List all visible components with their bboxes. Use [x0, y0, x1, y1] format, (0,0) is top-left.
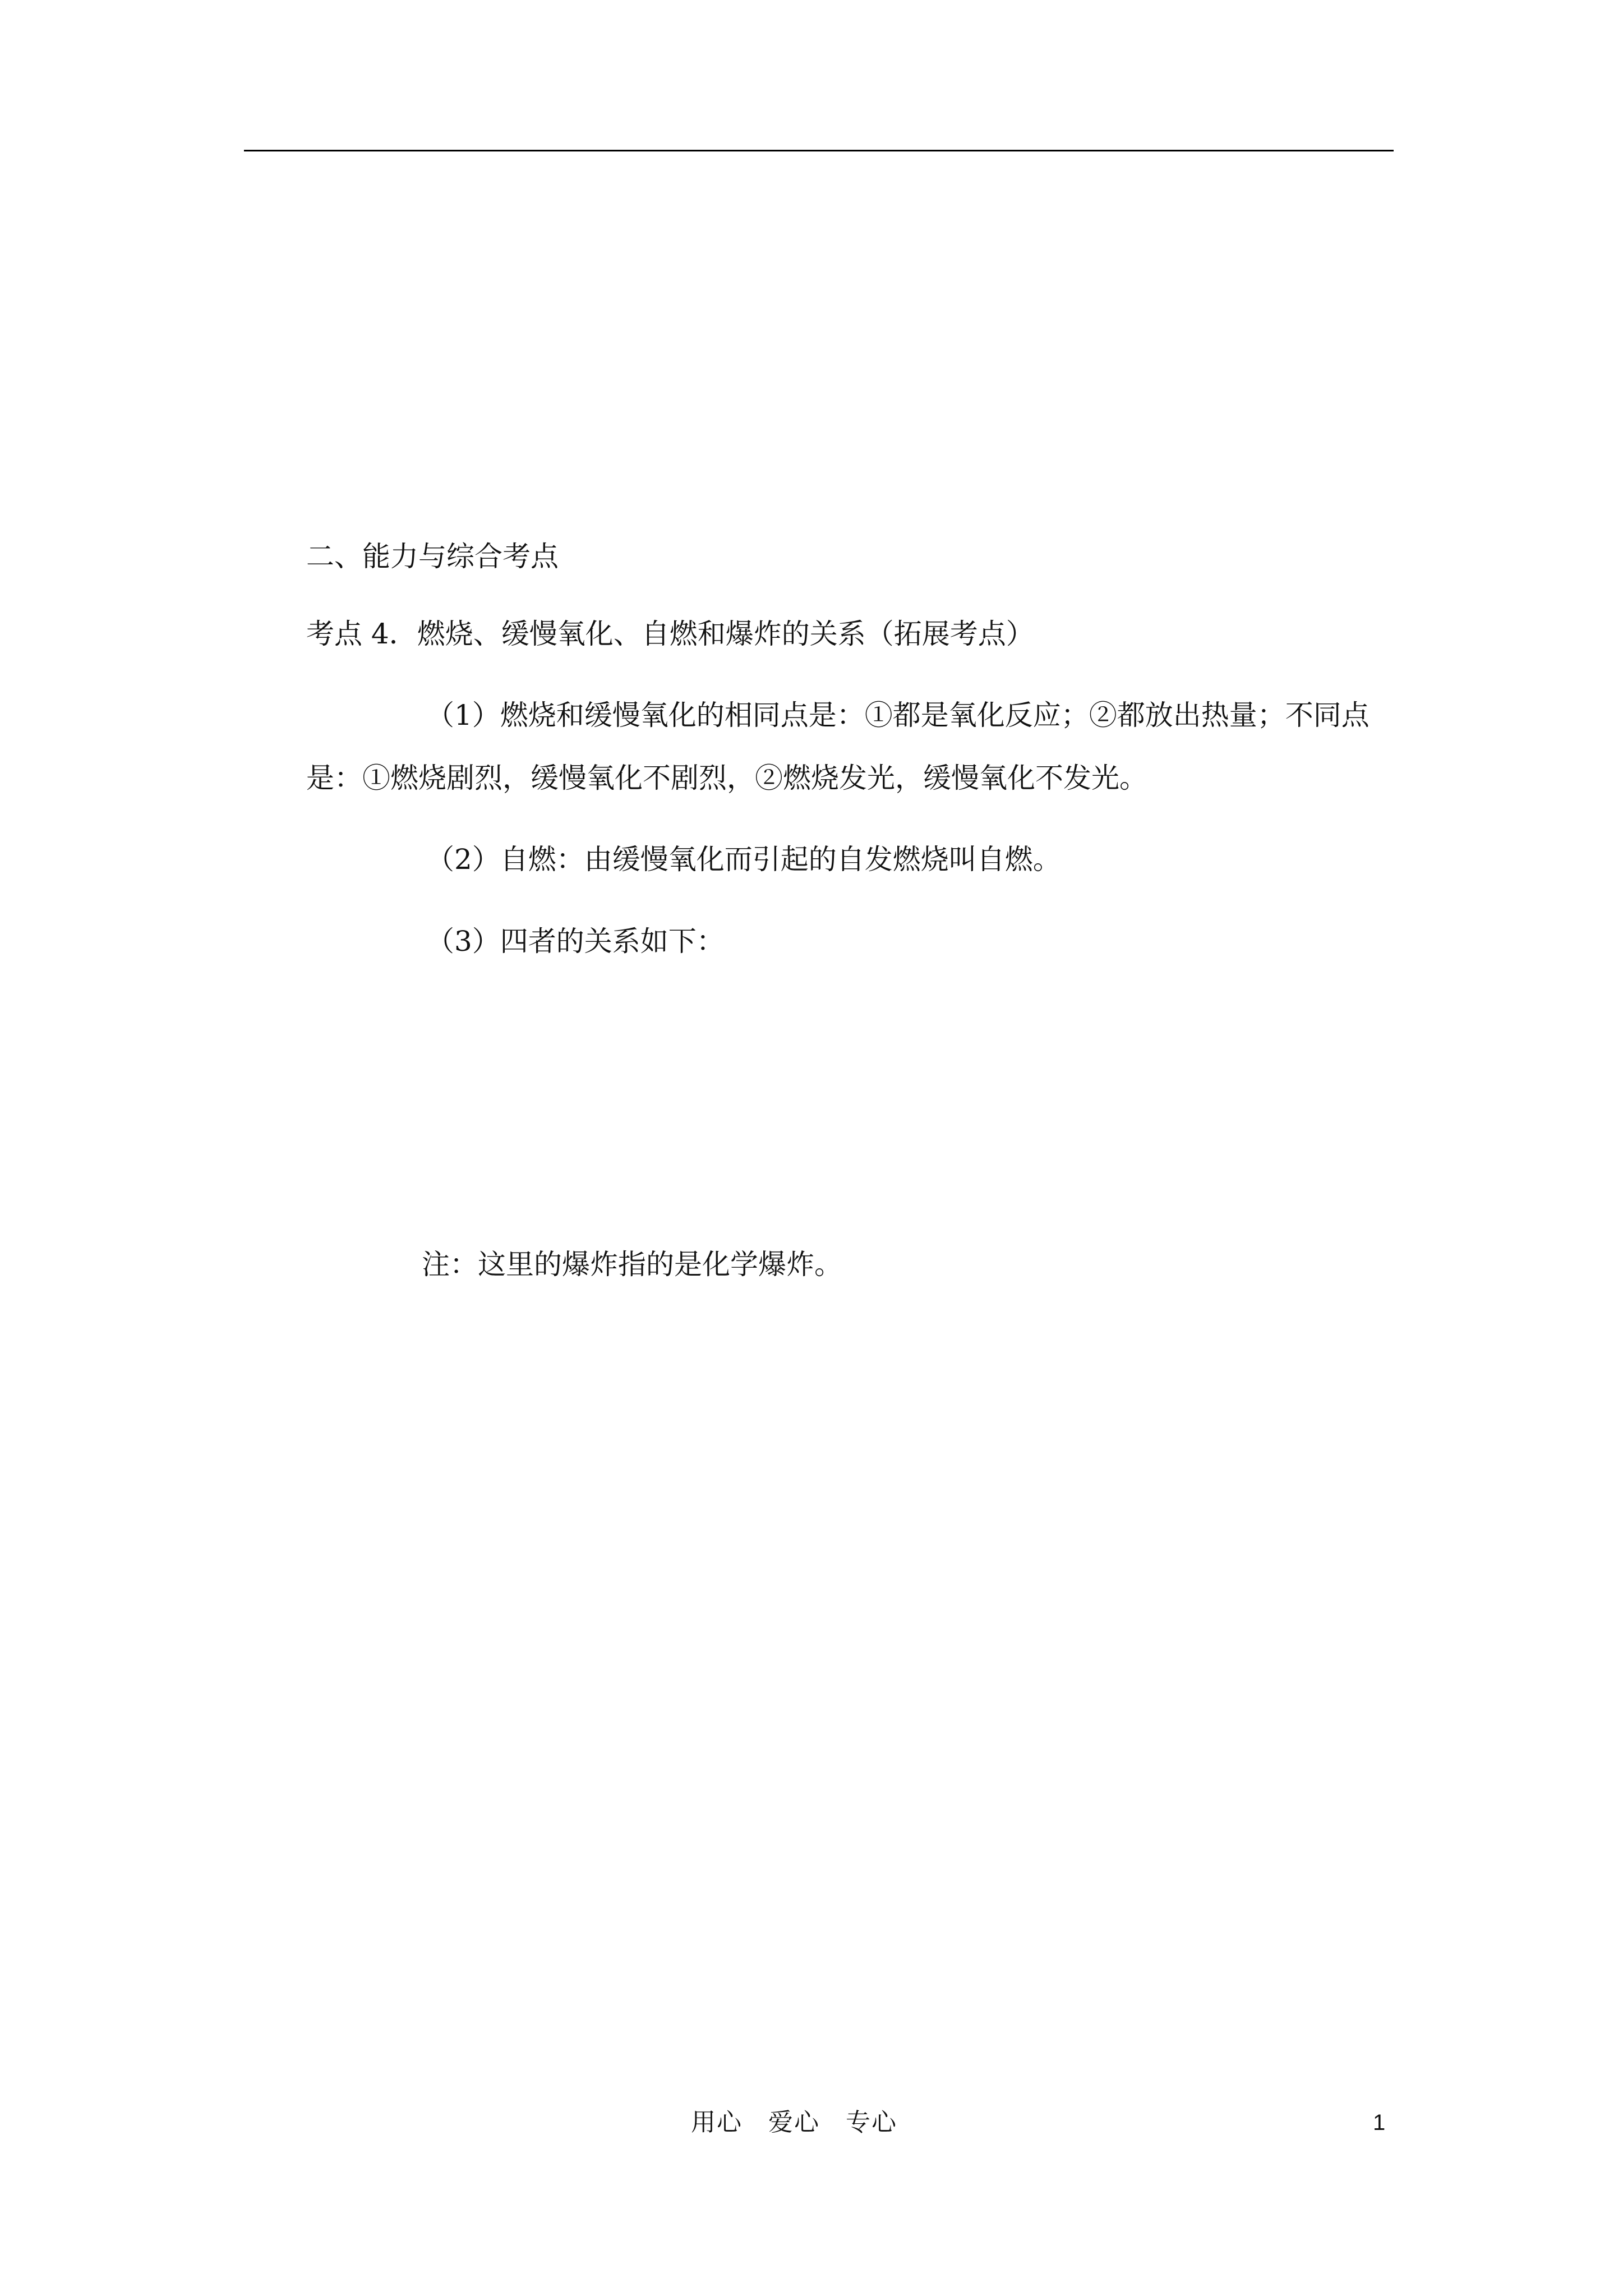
header-rule: [244, 150, 1394, 151]
note: 注：这里的爆炸指的是化学爆炸。: [422, 1248, 842, 1281]
point-heading: 考点 4．燃烧、缓慢氧化、自燃和爆炸的关系（拓展考点）: [306, 618, 1034, 650]
paragraph-1-line-1: （1）燃烧和缓慢氧化的相同点是：①都是氧化反应；②都放出热量；不同点: [426, 699, 1370, 731]
paragraph-3: （3）四者的关系如下：: [426, 925, 725, 958]
section-heading: 二、能力与综合考点: [306, 540, 559, 573]
page-number: 1: [1373, 2110, 1386, 2135]
paragraph-2: （2）自燃：由缓慢氧化而引起的自发燃烧叫自燃。: [426, 843, 1061, 876]
paragraph-1-line-2: 是：①燃烧剧烈，缓慢氧化不剧烈，②燃烧发光，缓慢氧化不发光。: [306, 762, 1147, 794]
footer-slogan: 用心 爱心 专心: [691, 2108, 897, 2137]
